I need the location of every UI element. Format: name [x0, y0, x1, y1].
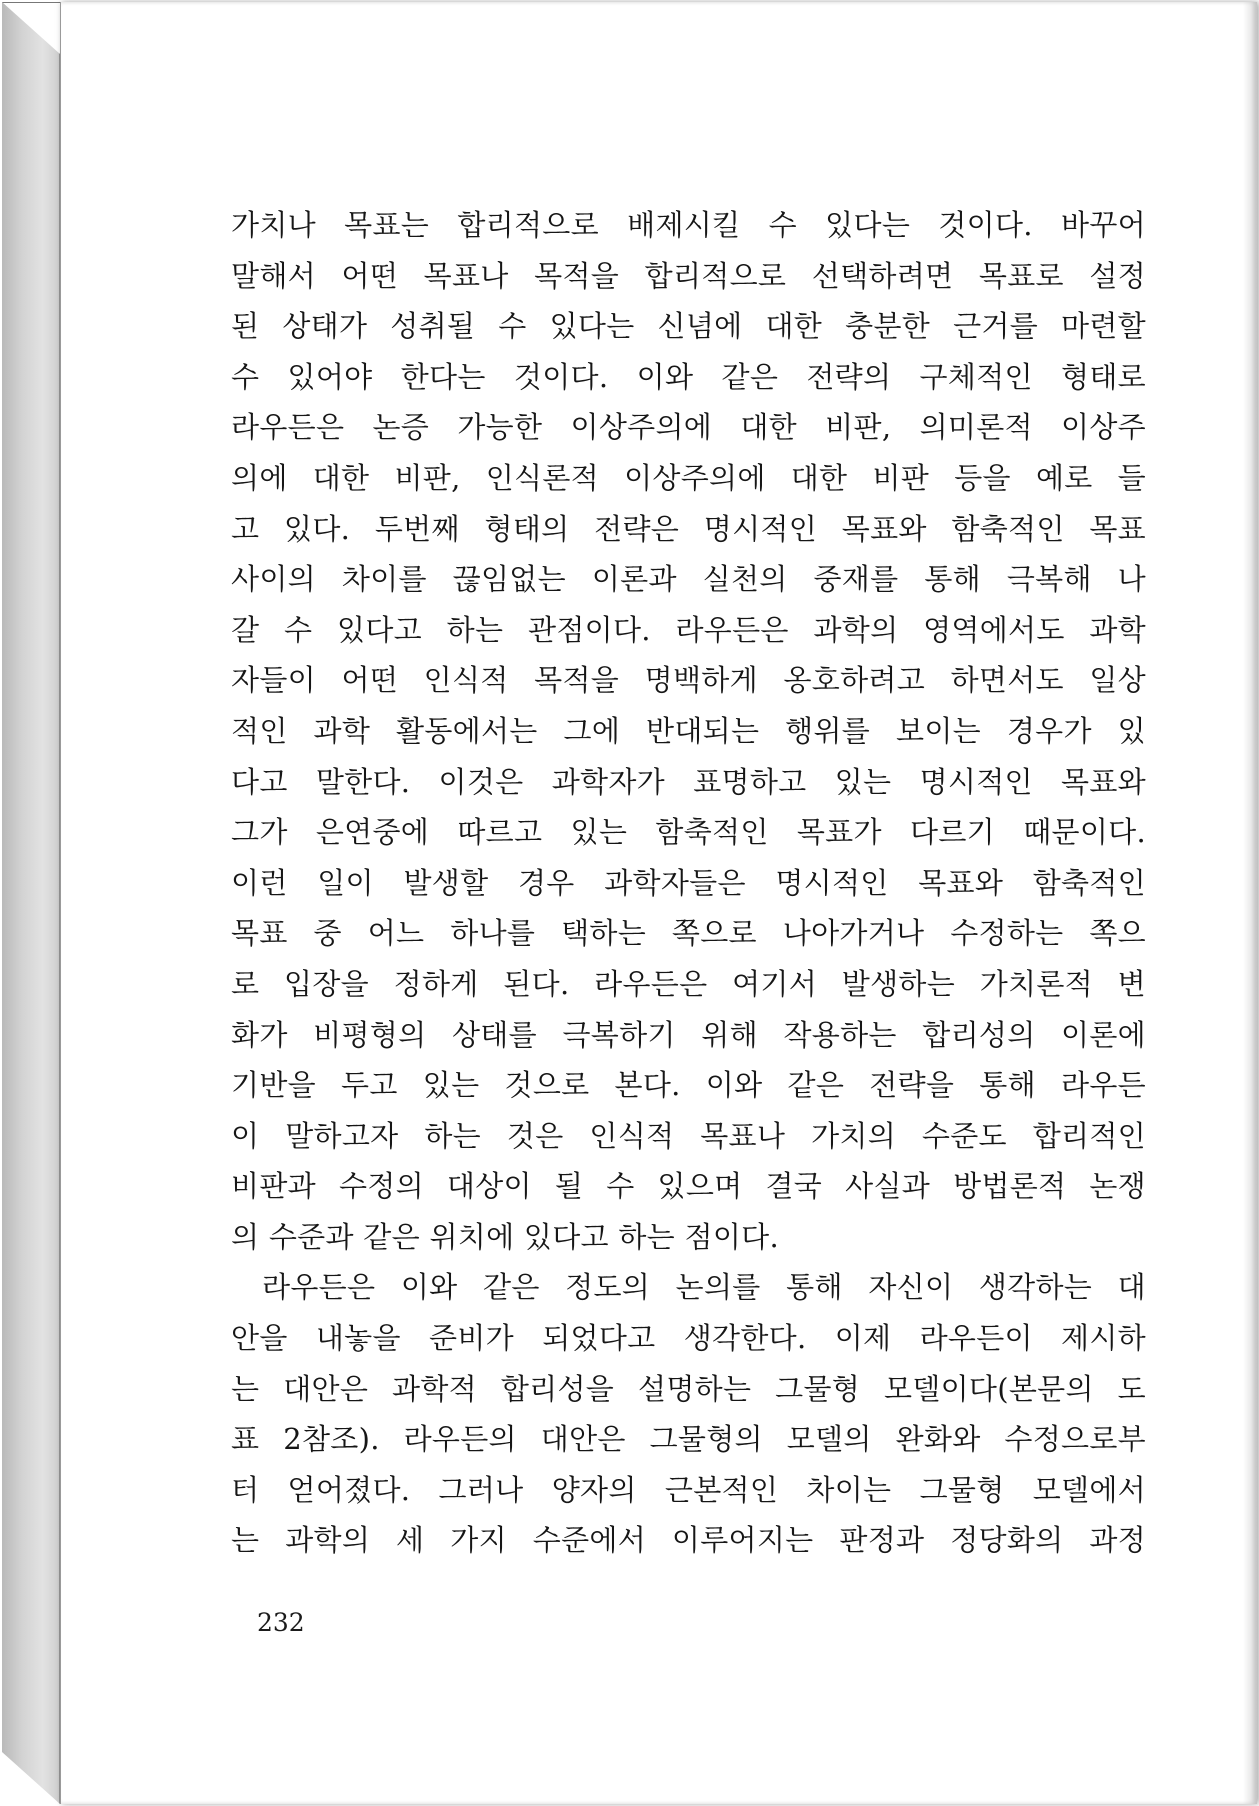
text-line: 라우든은 이와 같은 정도의 논의를 통해 자신이 생각하는 대: [262, 1270, 1146, 1305]
text-line: 로 입장을 정하게 된다. 라우든은 여기서 발생하는 가치론적 변: [231, 966, 1146, 1001]
text-line: 라우든은 논증 가능한 이상주의에 대한 비판, 의미론적 이상주: [231, 410, 1146, 445]
text-line: 목표 중 어느 하나를 택하는 쪽으로 나아가거나 수정하는 쪽으: [231, 916, 1146, 951]
text-line: 이런 일이 발생할 경우 과학자들은 명시적인 목표와 함축적인: [231, 865, 1146, 900]
text-line: 적인 과학 활동에서는 그에 반대되는 행위를 보이는 경우가 있: [231, 713, 1146, 748]
text-line: 갈 수 있다고 하는 관점이다. 라우든은 과학의 영역에서도 과학: [231, 612, 1146, 647]
book-page: [60, 2, 1257, 1804]
paragraph-2: [231, 1262, 1146, 1566]
text-line: 다고 말한다. 이것은 과학자가 표명하고 있는 명시적인 목표와: [231, 764, 1146, 799]
text-line: 비판과 수정의 대상이 될 수 있으며 결국 사실과 방법론적 논쟁: [231, 1169, 1146, 1204]
text-line: 는 과학의 세 가지 수준에서 이루어지는 판정과 정당화의 과정: [231, 1523, 1146, 1558]
book-spine: [2, 2, 60, 1804]
text-line: 가치나 목표는 합리적으로 배제시킬 수 있다는 것이다. 바꾸어: [231, 208, 1146, 242]
text-line: 의에 대한 비판, 인식론적 이상주의에 대한 비판 등을 예로 들: [231, 460, 1146, 495]
text-line: 된 상태가 성취될 수 있다는 신념에 대한 충분한 근거를 마련할: [231, 309, 1146, 344]
text-line: 터 얻어졌다. 그러나 양자의 근본적인 차이는 그물형 모델에서: [231, 1472, 1146, 1507]
text-line: 안을 내놓을 준비가 되었다고 생각한다. 이제 라우든이 제시하: [231, 1321, 1146, 1356]
text-line: 말해서 어떤 목표나 목적을 합리적으로 선택하려면 목표로 설정: [231, 258, 1146, 293]
paragraph-1: [231, 200, 1146, 1262]
text-line: 는 대안은 과학적 합리성을 설명하는 그물형 모델이다(본문의 도: [231, 1371, 1146, 1406]
text-line: 화가 비평형의 상태를 극복하기 위해 작용하는 합리성의 이론에: [231, 1017, 1146, 1052]
body-text: [231, 200, 1146, 1566]
text-line: 기반을 두고 있는 것으로 본다. 이와 같은 전략을 통해 라우든: [231, 1068, 1146, 1103]
text-line: 사이의 차이를 끊임없는 이론과 실천의 중재를 통해 극복해 나: [231, 562, 1146, 597]
text-line: 표 2참조). 라우든의 대안은 그물형의 모델의 완화와 수정으로부: [231, 1422, 1146, 1457]
text-line: 수 있어야 한다는 것이다. 이와 같은 전략의 구체적인 형태로: [231, 359, 1146, 394]
text-line: 자들이 어떤 인식적 목적을 명백하게 옹호하려고 하면서도 일상: [231, 663, 1146, 698]
text-line: 고 있다. 두번째 형태의 전략은 명시적인 목표와 함축적인 목표: [231, 511, 1146, 546]
text-line: 그가 은연중에 따르고 있는 함축적인 목표가 다르기 때문이다.: [231, 815, 1146, 850]
text-line: 이 말하고자 하는 것은 인식적 목표나 가치의 수준도 합리적인: [231, 1118, 1146, 1153]
page-number: 232: [257, 1608, 305, 1637]
text-line: 의 수준과 같은 위치에 있다고 하는 점이다.: [231, 1219, 779, 1254]
